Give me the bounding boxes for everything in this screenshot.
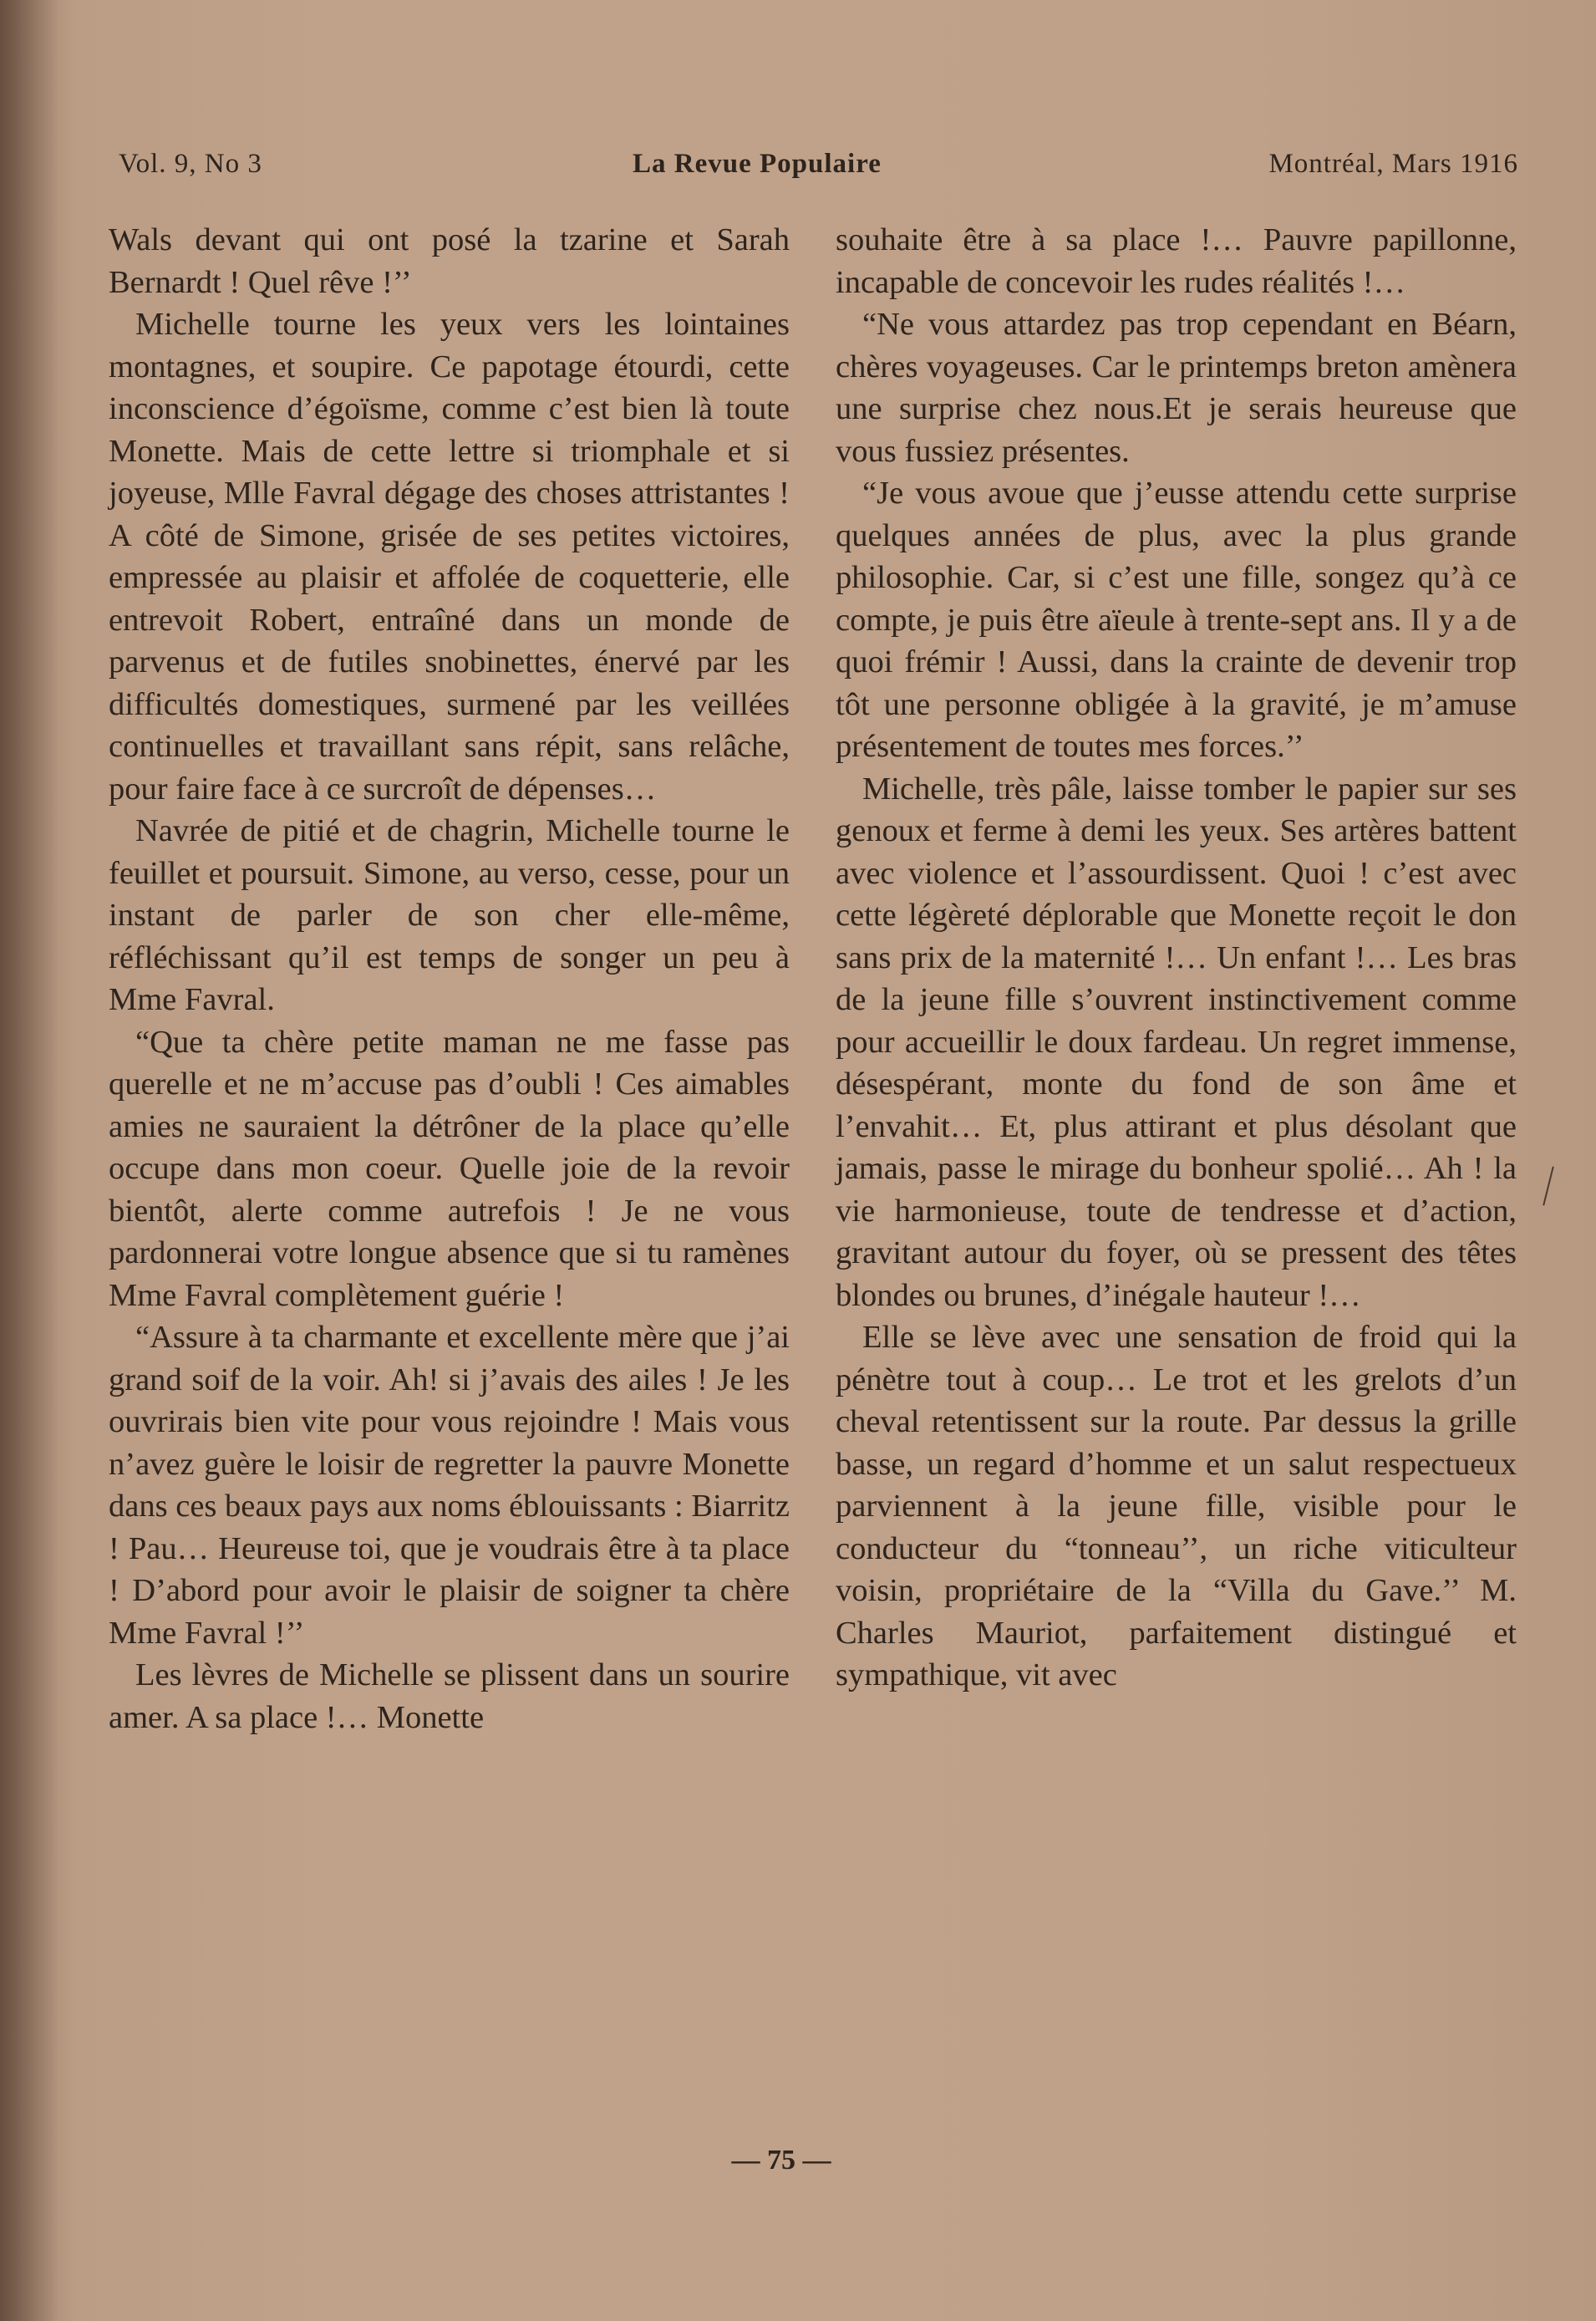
paragraph: Michelle, très pâle, laisse tomber le papier sur ses genoux et ferme à demi les yeux. Ses artères battent avec violence et l’assourdissent. Quoi ! c’est avec cette légèreté déplorable que Monette reçoit le don sans prix de la maternité !… Un enfant !… Les bras de la jeune fille s’ouvrent instinctivement comme pour accueillir le doux fardeau. Un regret immense, désespérant, monte du fond de son âme et l’envahit… Et, plus attirant et plus désolant que jamais, passe le mirage du bonheur spolié… Ah ! la vie harmonieuse, toute de tendresse et d’action, gravitant autour du foyer, où se pressent des têtes blondes ou brunes, d’inégale hauteur !… (836, 771, 1517, 1313)
volume-number: Vol. 9, No 3 (119, 149, 262, 179)
left-column (109, 219, 790, 1738)
right-column (836, 219, 1517, 1697)
page-footer (0, 2145, 1596, 2176)
paragraph: Elle se lève avec une sensation de froid qui la pénètre tout à coup… Le trot et les grelots d’un cheval retentissent sur la route. Par dessus la grille basse, un regard d’homme et un salut respectueux parviennent à la jeune fille, visible pour le conducteur du “tonneau’’, un riche viticulteur voisin, propriétaire de la “Villa du Gave.’’ M. Charles Mauriot, parfaitement distingué et sympathique, vit avec (836, 1320, 1517, 1692)
journal-title: La Revue Populaire (633, 149, 882, 179)
pencil-mark (1543, 1166, 1554, 1205)
paragraph: Wals devant qui ont posé la tzarine et Sarah Bernardt ! Quel rêve !’’ (109, 222, 790, 300)
page-number: — 75 — (731, 2145, 831, 2176)
paragraph: “Ne vous attardez pas trop cependant en Béarn, chères voyageuses. Car le printemps breton amènera une surprise chez nous.Et je serais heureuse que vous fussiez présentes. (836, 307, 1517, 469)
paragraph: “Assure à ta charmante et excellente mère que j’ai grand soif de la voir. Ah! si j’avais des ailes ! Je les ouvrirais bien vite pour vous rejoindre ! Mais vous n’avez guère le loisir de regretter la pauvre Monette dans ces beaux pays aux noms éblouissants : Biarritz ! Pau… Heureuse toi, que je voudrais être à ta place ! D’abord pour avoir le plaisir de soigner ta chère Mme Favral !’’ (109, 1320, 790, 1651)
paragraph: Michelle tourne les yeux vers les lointaines montagnes, et soupire. Ce papotage étourdi, cette inconscience d’égoïsme, comme c’est bien là toute Monette. Mais de cette lettre si triomphale et si joyeuse, Mlle Favral dégage des choses attristantes ! A côté de Simone, grisée de ses petites victoires, empressée au plaisir et affolée de coquetterie, elle entrevoit Robert, entraîné dans un monde de parvenus et de futiles snobinettes, énervé par les difficultés domestiques, surmené par les veillées continuelles et travaillant sans répit, sans relâche, pour faire face à ce surcroît de dépenses… (109, 307, 790, 807)
running-header (119, 149, 1518, 191)
paragraph: Navrée de pitié et de chagrin, Michelle tourne le feuillet et poursuit. Simone, au verso, cesse, pour un instant de parler de son cher elle-même, réfléchissant qu’il est temps de songer un peu à Mme Favral. (109, 813, 790, 1017)
paragraph: “Je vous avoue que j’eusse attendu cette surprise quelques années de plus, avec la plus grande philosophie. Car, si c’est une fille, songez qu’à ce compte, je puis être aïeule à trente-sept ans. Il y a de quoi frémir ! Aussi, dans la crainte de devenir trop tôt une personne obligée à la gravité, je m’amuse présentement de toutes mes forces.’’ (836, 476, 1517, 764)
spine-shadow (0, 0, 58, 2321)
paragraph: “Que ta chère petite maman ne me fasse pas querelle et ne m’accuse pas d’oubli ! Ces aimables amies ne sauraient la détrôner de la place qu’elle occupe dans mon coeur. Quelle joie de la revoir bientôt, alerte comme autrefois ! Je ne vous pardonnerai votre longue absence que si tu ramènes Mme Favral complètement guérie ! (109, 1024, 790, 1313)
paragraph: souhaite être à sa place !… Pauvre papillonne, incapable de concevoir les rudes réalités !… (836, 222, 1517, 300)
place-date: Montréal, Mars 1916 (1268, 149, 1518, 179)
paragraph: Les lèvres de Michelle se plissent dans un sourire amer. A sa place !… Monette (109, 1657, 790, 1735)
